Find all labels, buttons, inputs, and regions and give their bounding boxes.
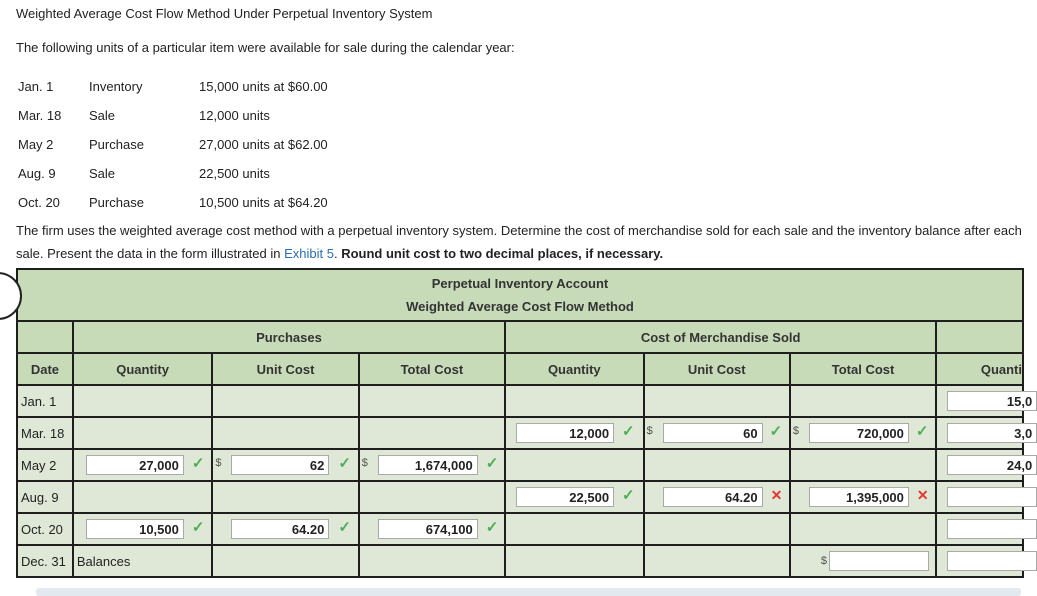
check-icon: ✓ xyxy=(485,455,499,472)
row-date: Oct. 20 xyxy=(17,513,73,545)
units-detail: 27,000 units at $62.00 xyxy=(199,137,328,152)
units-date: Aug. 9 xyxy=(18,166,56,181)
purchase-qty-cell xyxy=(73,481,213,513)
instructions-sep: . xyxy=(333,246,342,261)
cogs-qty-input[interactable]: 12,000 xyxy=(516,423,614,443)
row-date: Mar. 18 xyxy=(17,417,73,449)
units-type: Sale xyxy=(89,108,116,123)
col-cogs-total: Total Cost xyxy=(790,353,936,385)
purchase-qty-cell xyxy=(73,385,213,417)
x-icon: ✕ xyxy=(916,487,929,503)
worksheet-title-1: Perpetual Inventory Account xyxy=(431,276,609,291)
cogs-unit-input[interactable]: 60 xyxy=(663,423,763,443)
instructions xyxy=(16,219,1026,265)
check-icon: ✓ xyxy=(622,487,635,504)
table-row xyxy=(17,417,1023,449)
units-row xyxy=(18,101,328,130)
inventory-qty-cell xyxy=(936,417,1033,449)
purchase-unit-cell xyxy=(212,513,358,545)
units-date: Jan. 1 xyxy=(18,79,54,94)
purchases-header: Purchases xyxy=(73,321,505,353)
cogs-total-input[interactable]: 1,395,000 xyxy=(809,487,909,507)
purchase-total-cell xyxy=(359,385,505,417)
purchase-total-cell xyxy=(359,481,505,513)
row-date: Jan. 1 xyxy=(17,385,73,417)
exhibit-link[interactable]: Exhibit 5 xyxy=(284,246,334,261)
units-list xyxy=(18,72,328,217)
units-date: May 2 xyxy=(18,137,54,152)
check-icon: ✓ xyxy=(915,423,929,440)
purchase-unit-cell xyxy=(212,449,358,481)
currency-label: $ xyxy=(820,555,828,567)
bottom-panel-edge xyxy=(36,588,1021,596)
instructions-text: The firm uses the weighted average cost method with a perpetual inventory system. Determine the cost of merchandise sold for each sale and the inventory balance after each sale. Present the data in the form illustrated in xyxy=(16,223,1022,261)
check-icon: ✓ xyxy=(338,519,351,536)
purchase-unit-cell xyxy=(212,481,358,513)
purchase-qty-cell xyxy=(73,417,213,449)
purchase-unit-input[interactable]: 62 xyxy=(231,455,329,475)
inventory-qty-cell xyxy=(936,545,1023,577)
inventory-qty-input[interactable] xyxy=(947,487,1037,507)
cogs-total-cell xyxy=(790,417,936,449)
table-row xyxy=(17,545,1023,577)
worksheet-title xyxy=(17,269,1023,321)
purchase-unit-cell xyxy=(212,545,358,577)
cogs-total-input[interactable]: 720,000 xyxy=(809,423,909,443)
inventory-qty-cell xyxy=(936,449,1033,481)
table-row xyxy=(17,481,1023,513)
units-row xyxy=(18,188,328,217)
units-type: Purchase xyxy=(89,195,144,210)
worksheet-title-2: Weighted Average Cost Flow Method xyxy=(406,299,634,314)
col-inventory-qty: Quanti xyxy=(936,353,1023,385)
purchase-qty-input[interactable]: 10,500 xyxy=(86,519,184,539)
check-icon: ✓ xyxy=(191,455,205,472)
units-row xyxy=(18,159,328,188)
cogs-unit-cell xyxy=(644,513,790,545)
units-detail: 22,500 units xyxy=(199,166,270,181)
blank-header xyxy=(17,321,73,353)
purchase-qty-input[interactable]: 27,000 xyxy=(86,455,184,475)
table-row xyxy=(17,513,1023,545)
purchase-total-cell xyxy=(359,417,505,449)
check-icon: ✓ xyxy=(622,423,635,440)
cogs-unit-cell xyxy=(644,545,790,577)
purchase-unit-input[interactable]: 64.20 xyxy=(231,519,329,539)
cogs-total-cell xyxy=(790,513,936,545)
purchase-qty-cell xyxy=(73,449,213,481)
currency-label: $ xyxy=(792,425,800,437)
check-icon: ✓ xyxy=(485,519,499,536)
units-detail: 12,000 units xyxy=(199,108,270,123)
cogs-total-cell xyxy=(790,545,936,577)
purchase-total-input[interactable]: 674,100 xyxy=(378,519,478,539)
units-detail: 10,500 units at $64.20 xyxy=(199,195,328,210)
cogs-unit-cell xyxy=(644,449,790,481)
inventory-qty-cell xyxy=(936,481,1023,513)
units-detail: 15,000 units at $60.00 xyxy=(199,79,328,94)
cogs-total-cell xyxy=(790,481,936,513)
purchase-total-cell xyxy=(359,545,505,577)
units-row xyxy=(18,72,328,101)
cogs-qty-input[interactable]: 22,500 xyxy=(516,487,614,507)
x-icon: ✕ xyxy=(770,487,783,503)
cogs-unit-cell xyxy=(644,417,790,449)
row-date: Aug. 9 xyxy=(17,481,73,513)
cogs-qty-cell xyxy=(505,449,644,481)
units-date: Mar. 18 xyxy=(18,108,62,123)
inventory-qty-cell xyxy=(936,385,1033,417)
currency-label: $ xyxy=(361,457,368,469)
col-purchase-unit: Unit Cost xyxy=(212,353,358,385)
balance-total-input[interactable] xyxy=(829,551,929,571)
cogs-qty-cell xyxy=(505,481,644,513)
row-date: Dec. 31 xyxy=(17,545,73,577)
inventory-qty-input[interactable] xyxy=(947,519,1037,539)
table-row xyxy=(17,449,1023,481)
units-date: Oct. 20 xyxy=(18,195,60,210)
check-icon: ✓ xyxy=(191,519,205,536)
inventory-qty-input[interactable]: 24,0 xyxy=(947,455,1037,475)
currency-label: $ xyxy=(646,425,653,437)
table-row xyxy=(17,385,1023,417)
col-purchase-qty: Quantity xyxy=(73,353,213,385)
currency-label: $ xyxy=(215,457,222,469)
cogs-qty-cell xyxy=(505,385,644,417)
cogs-unit-cell xyxy=(644,481,790,513)
cogs-total-cell xyxy=(790,449,936,481)
inventory-qty-cell xyxy=(936,513,1023,545)
units-row xyxy=(18,130,328,159)
purchase-total-input[interactable]: 1,674,000 xyxy=(378,455,478,475)
units-type: Purchase xyxy=(89,137,144,152)
cogs-qty-cell xyxy=(505,545,644,577)
inventory-header xyxy=(936,321,1023,353)
col-purchase-total: Total Cost xyxy=(359,353,505,385)
intro-text: The following units of a particular item were available for sale during the calendar year: xyxy=(16,40,515,55)
check-icon: ✓ xyxy=(769,423,783,440)
purchase-unit-cell xyxy=(212,417,358,449)
col-cogs-qty: Quantity xyxy=(505,353,644,385)
page-title: Weighted Average Cost Flow Method Under Perpetual Inventory System xyxy=(16,6,433,21)
row-date: May 2 xyxy=(17,449,73,481)
inventory-qty-input[interactable]: 3,0 xyxy=(947,423,1037,443)
balances-label: Balances xyxy=(73,545,213,577)
rounding-note: Round unit cost to two decimal places, if necessary. xyxy=(341,246,664,261)
inventory-qty-input[interactable]: 15,0 xyxy=(947,391,1037,411)
col-date: Date xyxy=(17,353,73,385)
cogs-total-cell xyxy=(790,385,936,417)
purchase-qty-cell xyxy=(73,513,213,545)
cogs-qty-cell xyxy=(505,417,644,449)
units-type: Sale xyxy=(89,166,116,181)
purchase-unit-cell xyxy=(212,385,358,417)
cogs-unit-cell xyxy=(644,385,790,417)
cogs-unit-input[interactable]: 64.20 xyxy=(663,487,763,507)
inventory-qty-input[interactable] xyxy=(947,551,1037,571)
inventory-worksheet xyxy=(16,268,1033,578)
cogs-header: Cost of Merchandise Sold xyxy=(505,321,936,353)
purchase-total-cell xyxy=(359,513,505,545)
col-cogs-unit: Unit Cost xyxy=(644,353,790,385)
check-icon: ✓ xyxy=(338,455,351,472)
cogs-qty-cell xyxy=(505,513,644,545)
purchase-total-cell xyxy=(359,449,505,481)
units-type: Inventory xyxy=(89,79,143,94)
